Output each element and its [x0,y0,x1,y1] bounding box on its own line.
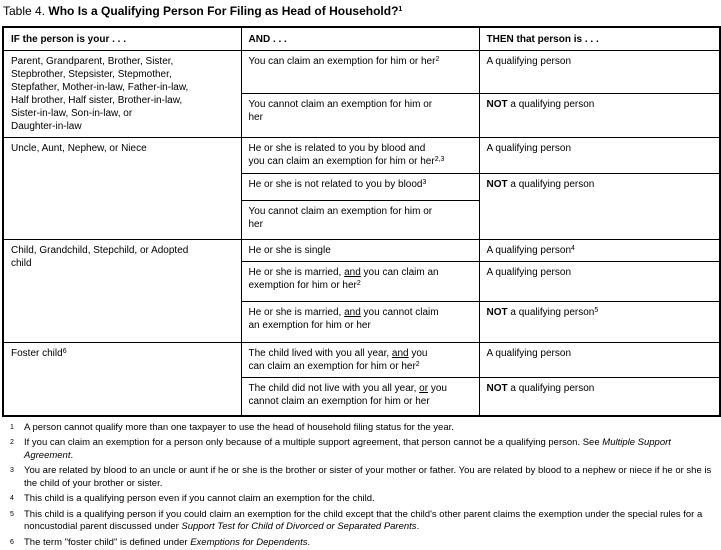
footnote-text: The term "foster child" is defined under Exemptions for Dependents. [24,536,311,548]
then-cell: NOT a qualifying person [479,378,720,416]
if-cell-uncle-aunt: Uncle, Aunt, Nephew, or Niece [3,138,241,240]
header-row [3,27,720,51]
and-cell: You cannot claim an exemption for him or her [241,201,479,240]
and-cell: He or she is married, and you can claim an exemption for him or her$^2$ [241,262,479,302]
table-row [3,240,720,262]
then-cell: NOT a qualifying person$^5$ [479,302,720,343]
and-cell: He or she is not related to you by blood$^3$ [241,174,479,201]
footnote [7,437,719,462]
footnote-marker: 1 [10,423,14,431]
then-cell: A qualifying person$^4$ [479,240,720,262]
footnote-marker: 6 [10,538,14,546]
footnote [7,422,719,435]
then-cell: NOT a qualifying person [479,93,720,137]
table-row [3,51,720,94]
footnote-marker: 5 [10,510,14,518]
footnote-text: You are related by blood to an uncle or aunt if he or she is the brother or sister of your mother or father. You are related by blood to a nephew or niece if he or she is the child of your brother or sister. [24,465,712,489]
then-cell: A qualifying person [479,343,720,378]
and-cell: You cannot claim an exemption for him or her [241,93,479,137]
then-cell: A qualifying person [479,262,720,302]
col-header-if: IF the person is your . . . [3,27,241,51]
and-cell: The child did not live with you all year, or you cannot claim an exemption for him or her [241,378,479,416]
and-cell: He or she is married, and you cannot claim an exemption for him or her [241,302,479,343]
qualifying-person-table [2,26,721,417]
if-cell-child: Child, Grandchild, Stepchild, or Adopted child [3,240,241,343]
footnote [7,465,719,490]
and-cell: You can claim an exemption for him or her$^2$ [241,51,479,94]
footnote-text: This child is a qualifying person if you could claim an exemption for the child except that the child's other parent claims the exemption under the special rules for a noncustodial parent discussed under Support Test for Child of Divorced or Separated Parents. [24,508,703,532]
footnote [7,537,719,550]
and-cell: The child lived with you all year, and you can claim an exemption for him or her$^2$ [241,343,479,378]
footnote-marker: 2 [10,439,14,446]
and-cell: He or she is related to you by blood and you can claim an exemption for him or her$^{2,3}$ [241,138,479,174]
table-row [3,138,720,174]
table-row [3,343,720,378]
col-header-and: AND . . . [241,27,479,51]
footnote [7,509,719,534]
if-cell-relatives: Parent, Grandparent, Brother, Sister, Stepbrother, Stepsister, Stepmother, Stepfather, Mother-in-law, Father-in-law, Half brother, Half sister, Brother-in-law, Sister-in-law, Son-in-law, or Daughter-in-law [3,51,241,138]
and-cell: He or she is single [241,240,479,262]
then-cell: A qualifying person [479,51,720,94]
table-title: Table 4. Who Is a Qualifying Person For Filing as Head of Household?$^1$ [3,4,403,18]
col-header-then: THEN that person is . . . [479,27,720,51]
footnote-marker: 3 [10,467,14,474]
then-cell-merged: NOT a qualifying person [479,174,720,240]
footnote-text: If you can claim an exemption for a person only because of a multiple support agreement, that person cannot be a qualifying person. See Multiple Support Agreement. [24,437,671,461]
then-cell: A qualifying person [479,138,720,174]
footnote [7,493,719,506]
footnote-text: This child is a qualifying person even if you cannot claim an exemption for the child. [24,493,375,504]
if-cell-foster-child: Foster child$^6$ [3,343,241,416]
footnote-text: A person cannot qualify more than one taxpayer to use the head of household filing status for the year. [24,421,454,433]
footnote-marker: 4 [10,495,14,502]
footnotes [2,422,719,550]
